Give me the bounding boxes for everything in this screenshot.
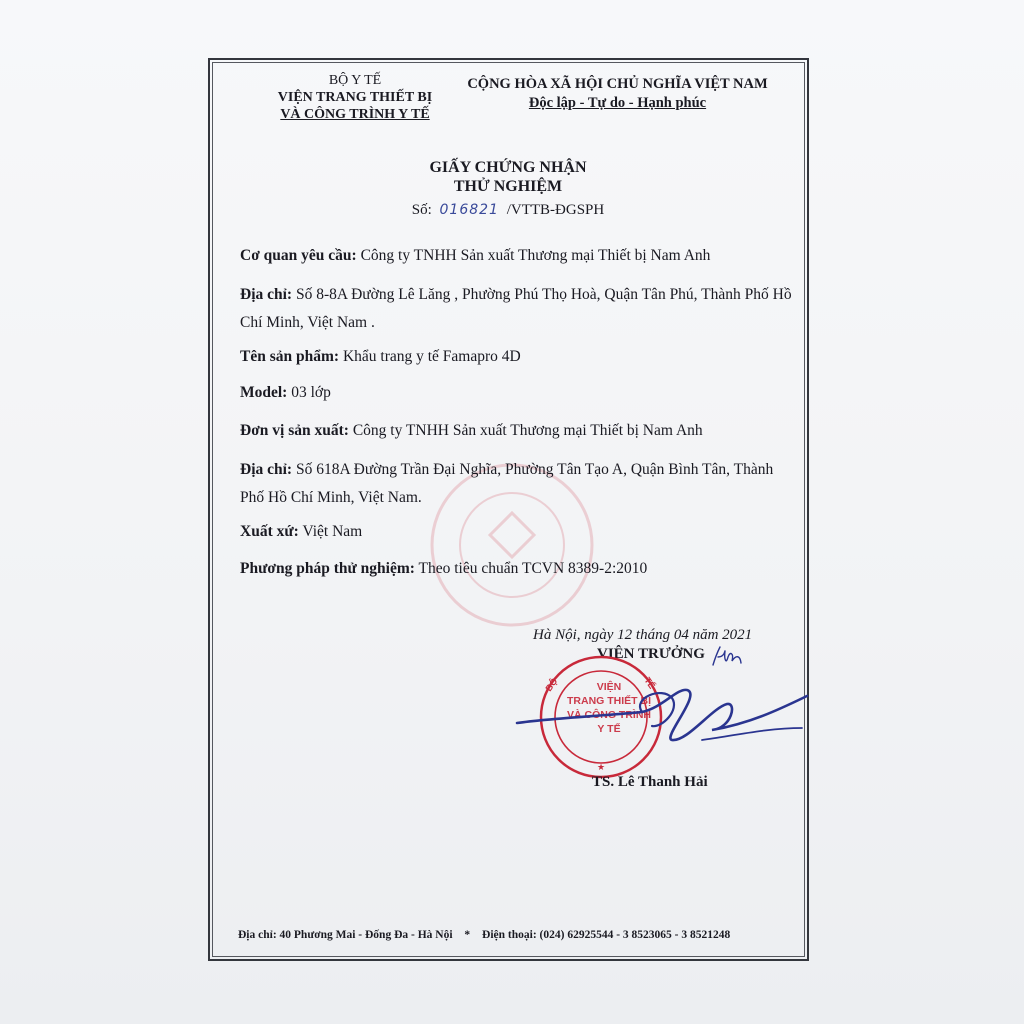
field-value: Công ty TNHH Sản xuất Thương mại Thiết bị Nam Anh <box>360 247 711 264</box>
field-manufacturer-address <box>240 456 800 512</box>
field-label: Model: <box>240 384 288 401</box>
number-label: Số: <box>411 202 432 218</box>
footer-phone: Điện thoại: (024) 62925544 - 3 8523065 - 3 8521248 <box>482 929 731 941</box>
certificate-number <box>210 202 806 219</box>
field-label: Đơn vị sản xuất: <box>240 422 349 439</box>
field-value: Việt Nam <box>302 523 363 540</box>
field-requester-address <box>240 281 800 337</box>
field-value: Khẩu trang y tế Famapro 4D <box>342 348 521 365</box>
issuer-header <box>250 72 460 123</box>
stamp-line1: VIỆN <box>596 681 622 693</box>
field-test-method <box>240 555 800 583</box>
stamp-ring-left: BỘ <box>543 676 560 694</box>
stamp-line4: Y TẾ <box>597 723 621 735</box>
field-label: Cơ quan yêu cầu: <box>240 247 357 264</box>
field-value: 03 lớp <box>291 384 331 401</box>
field-origin <box>240 518 800 546</box>
signer-title: VIỆN TRƯỞNG <box>597 646 705 662</box>
field-value: Số 618A Đường Trần Đại Nghĩa, Phường Tân Tạo A, Quận Bình Tân, Thành Phố Hồ Chí Minh, Việt Nam. <box>240 461 774 506</box>
document-title <box>210 158 806 196</box>
stamp-line3: VÀ CÔNG TRÌNH <box>567 709 651 721</box>
field-product-name <box>240 343 800 371</box>
place-and-date: Hà Nội, ngày 12 tháng 04 năm 2021 <box>533 627 753 643</box>
field-label: Xuất xứ: <box>240 523 299 540</box>
field-value: Số 8-8A Đường Lê Lăng , Phường Phú Thọ Hoà, Quận Tân Phú, Thành Phố Hồ Chí Minh, Việt Nam . <box>240 286 792 331</box>
number-value: 016821 <box>439 202 499 218</box>
stamp-line2: TRANG THIẾT BỊ <box>567 695 651 707</box>
handwritten-signature <box>512 668 812 758</box>
field-manufacturer <box>240 417 800 445</box>
field-value: Công ty TNHH Sản xuất Thương mại Thiết bị Nam Anh <box>352 422 703 439</box>
field-model <box>240 379 800 407</box>
footer-address: Địa chỉ: 40 Phương Mai - Đống Đa - Hà Nội <box>238 929 453 941</box>
number-suffix: /VTTB-ĐGSPH <box>506 202 605 218</box>
institute-name-line1: VIỆN TRANG THIẾT BỊ <box>277 90 433 105</box>
handwritten-initials <box>710 643 744 671</box>
star-icon: ★ <box>596 763 606 773</box>
title-line1: GIẤY CHỨNG NHẬN <box>429 159 587 176</box>
field-label: Tên sản phẩm: <box>240 348 340 365</box>
footer-contact <box>238 929 798 941</box>
field-value: Theo tiêu chuẩn TCVN 8389-2:2010 <box>418 560 648 577</box>
national-header <box>455 75 780 113</box>
republic-name: CỘNG HÒA XÃ HỘI CHỦ NGHĨA VIỆT NAM <box>467 76 768 92</box>
national-motto: Độc lập - Tự do - Hạnh phúc <box>528 95 707 111</box>
field-label: Địa chỉ: <box>240 461 293 478</box>
title-line2: THỬ NGHIỆM <box>453 178 563 195</box>
field-requesting-agency <box>240 242 800 270</box>
footer-separator: * <box>464 929 471 941</box>
stamp-ring-right: TẾ <box>642 675 658 691</box>
field-label: Địa chỉ: <box>240 286 293 303</box>
ministry-name: BỘ Y TẾ <box>328 73 382 88</box>
field-label: Phương pháp thử nghiệm: <box>240 560 415 577</box>
signer-name: TS. Lê Thanh Hải <box>592 774 708 790</box>
institute-name-line2: VÀ CÔNG TRÌNH Y TẾ <box>280 107 430 122</box>
